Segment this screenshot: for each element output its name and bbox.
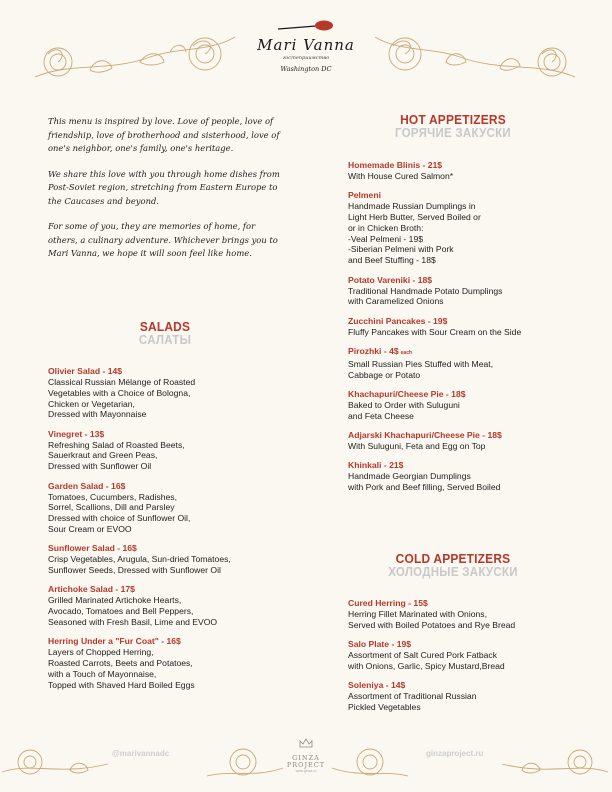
- menu-item: Potato Vareniki - 18$ Traditional Handmade Potato Dumplings with Caramelized Onions: [348, 274, 503, 307]
- brand-name: Mari Vanna: [257, 36, 355, 54]
- menu-item: Olivier Salad - 14$ Classical Russian Mélange of Roasted Vegetables with a Choice of Bologna, Chicken or Vegetarian, Dressed with Mayonnaise: [48, 366, 196, 420]
- menu-item: Vinegret - 13$ Refreshing Salad of Roasted Beets, Sauerkraut and Green Peas, Dressed with Sunflower Oil: [48, 428, 185, 472]
- menu-item: Garden Salad - 16$ Tomatoes, Cucumbers, Radishes, Sorrel, Scallions, Dill and Parsley Dressed with choice of Sunflower Oil, Sour Cream or EVOO: [48, 480, 191, 534]
- intro-paragraph: For some of you, they are memories of home, for others, a culinary adventure. Whichever brings you to Mari Vanna, we hope it will soon feel like home.: [48, 221, 278, 258]
- menu-item: Artichoke Salad - 17$ Grilled Marinated Artichoke Hearts, Avocado, Tomatoes and Bell Peppers, Seasoned with Fresh Basil, Lime and EVOO: [48, 584, 218, 627]
- floral-ornament-bottom-center-right: [330, 742, 410, 786]
- brand-tagline: гостеприимство: [282, 55, 330, 61]
- crown-emblem-icon: [298, 736, 314, 750]
- menu-item: Herring Under a "Fur Coat" - 16$ Layers of Chopped Herring, Roasted Carrots, Beets and Potatoes, with a Touch of Mayonnaise, Topped with Shaved Hard Boiled Eggs: [48, 636, 195, 690]
- cold-appetizers-heading: [368, 551, 538, 579]
- intro-paragraph: This menu is inspired by love. Love of people, love of friendship, love of brotherhood and sisterhood, love of one's neighbor, one's family, one's heritage.: [48, 116, 280, 153]
- menu-item: Zucchini Pancakes - 19$ Fluffy Pancakes with Sour Cream on the Side: [348, 315, 522, 337]
- salads-list: [48, 366, 298, 699]
- floral-ornament-top-left: [30, 22, 240, 92]
- menu-item: Pelmeni Handmade Russian Dumplings in Light Herb Butter, Served Boiled or or in Chicken Broth: -Veal Pelmeni - 19$ -Siberian Pelmeni with Pork and Beef Stuffing - 18$: [348, 190, 481, 266]
- instagram-handle[interactable]: @marivannadc: [112, 749, 170, 758]
- floral-ornament-bottom-right: [500, 742, 610, 786]
- salads-heading: [90, 319, 240, 347]
- menu-item: Adjarski Khachapuri/Cheese Pie - 18$ With Suluguni, Feta and Egg on Top: [348, 430, 502, 452]
- section-title-ru: ГОРЯЧИЕ ЗАКУСКИ: [395, 126, 511, 140]
- restaurant-logo: [254, 20, 358, 73]
- floral-ornament-bottom-center-left: [205, 742, 285, 786]
- menu-item: Homemade Blinis - 21$ With House Cured Salmon*: [348, 160, 454, 181]
- intro-text: [48, 115, 284, 273]
- ginza-project-logo: GINZA PROJECT www.ginza.ru: [283, 736, 329, 773]
- section-title-en: COLD APPETIZERS: [395, 551, 511, 566]
- section-title-en: SALADS: [139, 319, 191, 334]
- menu-item: Khinkali - 21$ Handmade Georgian Dumplings with Pork and Beef filling, Served Boiled: [348, 460, 501, 493]
- section-title-ru: ХОЛОДНЫЕ ЗАКУСКИ: [388, 565, 518, 579]
- floral-ornament-bottom-left: [0, 742, 110, 786]
- menu-item: Soleniya - 14$ Assortment of Traditional Russian Pickled Vegetables: [348, 680, 477, 712]
- menu-item: Cured Herring - 15$ Herring Fillet Marinated with Onions, Served with Boiled Potatoes and Rye Bread: [348, 598, 516, 630]
- website-link[interactable]: ginzaproject.ru: [426, 749, 484, 758]
- spoon-icon: [276, 20, 336, 34]
- menu-item: Khachapuri/Cheese Pie - 18$ Baked to Order with Suluguni and Feta Cheese: [348, 389, 466, 421]
- brand-city: Washington DC: [280, 65, 332, 73]
- menu-item: Salo Plate - 19$ Assortment of Salt Cured Pork Fatback with Onions, Garlic, Spicy Mustard,Bread: [348, 639, 505, 671]
- floral-ornament-top-right: [370, 22, 580, 92]
- menu-item: Pirozhki - 4$ each Small Russian Pies Stuffed with Meat, Cabbage or Potato: [348, 345, 494, 380]
- hot-appetizers-list: [348, 160, 588, 502]
- intro-paragraph: We share this love with you through home dishes from Post-Soviet region, stretching from Eastern Europe to the Caucases and beyond.: [48, 168, 280, 206]
- section-title-ru: САЛАТЫ: [138, 333, 192, 347]
- cold-appetizers-list: [348, 598, 588, 721]
- hot-appetizers-heading: [368, 112, 538, 140]
- section-title-en: HOT APPETIZERS: [400, 112, 506, 127]
- menu-item: Sunflower Salad - 16$ Crisp Vegetables, Arugula, Sun-dried Tomatoes, Sunflower Seeds, Dressed with Sunflower Oil: [48, 543, 231, 576]
